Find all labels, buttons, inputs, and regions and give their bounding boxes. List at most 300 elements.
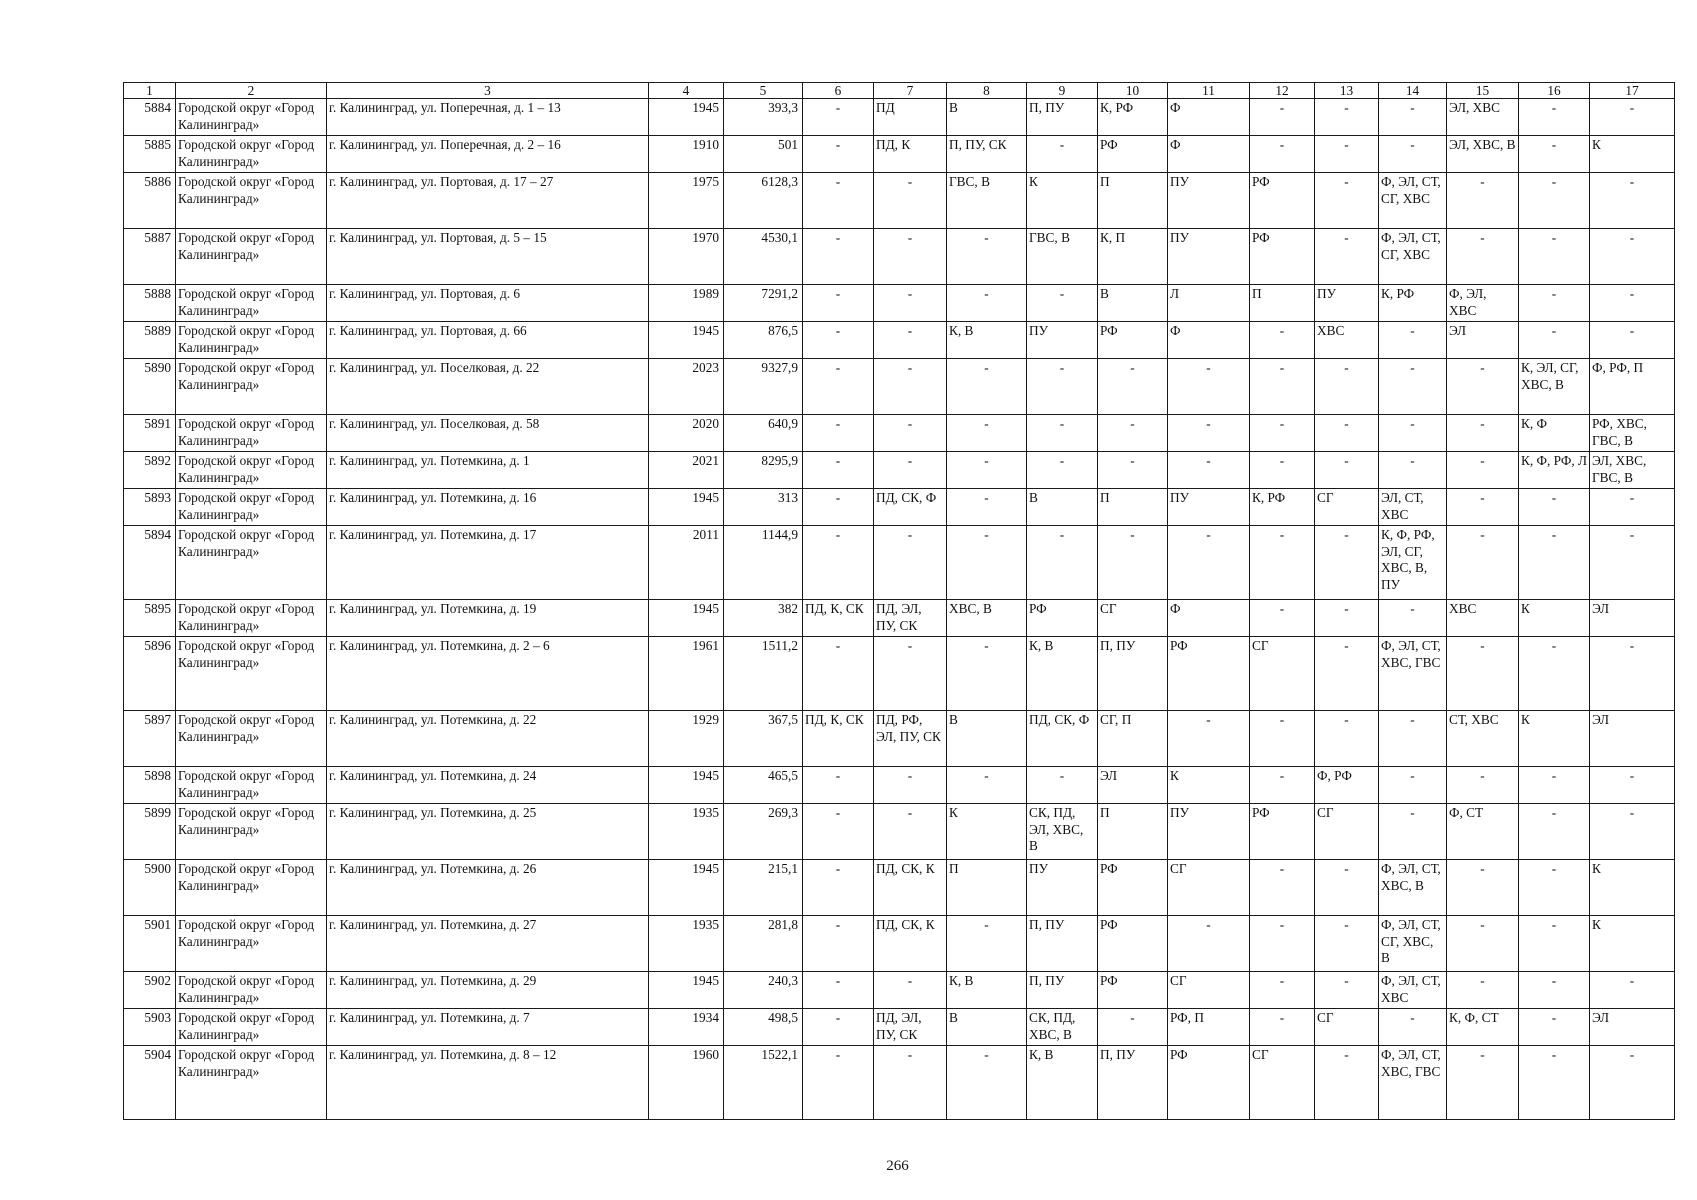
row-number-cell: 5891 (124, 415, 176, 452)
col-6-cell: - (803, 99, 874, 136)
col-7-cell: ПД, СК, Ф (874, 489, 947, 526)
col-9-cell: В (1027, 489, 1098, 526)
col-12-cell: - (1250, 1009, 1315, 1046)
col-7-cell: - (874, 229, 947, 285)
address-cell: г. Калининград, ул. Поселковая, д. 22 (327, 359, 649, 415)
column-header: 15 (1447, 83, 1519, 99)
col-9-cell: - (1027, 285, 1098, 322)
col-11-cell: РФ (1168, 1046, 1250, 1120)
area-cell: 640,9 (724, 415, 803, 452)
col-8-cell: П, ПУ, СК (947, 136, 1027, 173)
col-6-cell: - (803, 322, 874, 359)
col-6-cell: - (803, 229, 874, 285)
col-17-cell: К (1590, 916, 1675, 972)
col-7-cell: ПД, ЭЛ, ПУ, СК (874, 1009, 947, 1046)
col-13-cell: - (1315, 600, 1379, 637)
col-10-cell: СГ (1098, 600, 1168, 637)
col-13-cell: - (1315, 711, 1379, 767)
col-12-cell: К, РФ (1250, 489, 1315, 526)
year-built-cell: 2023 (649, 359, 724, 415)
col-13-cell: - (1315, 229, 1379, 285)
col-11-cell: - (1168, 526, 1250, 600)
municipality-cell: Городской округ «Город Калининград» (176, 489, 327, 526)
col-14-cell: - (1379, 359, 1447, 415)
row-number-cell: 5885 (124, 136, 176, 173)
col-16-cell: - (1519, 767, 1590, 804)
col-14-cell: - (1379, 600, 1447, 637)
col-13-cell: СГ (1315, 489, 1379, 526)
col-9-cell: К, В (1027, 637, 1098, 711)
area-cell: 1511,2 (724, 637, 803, 711)
col-10-cell: - (1098, 526, 1168, 600)
address-cell: г. Калининград, ул. Потемкина, д. 2 – 6 (327, 637, 649, 711)
col-12-cell: - (1250, 415, 1315, 452)
col-9-cell: П, ПУ (1027, 972, 1098, 1009)
area-cell: 876,5 (724, 322, 803, 359)
area-cell: 393,3 (724, 99, 803, 136)
col-12-cell: - (1250, 359, 1315, 415)
municipality-cell: Городской округ «Город Калининград» (176, 637, 327, 711)
col-9-cell: ПУ (1027, 322, 1098, 359)
area-cell: 4530,1 (724, 229, 803, 285)
col-10-cell: ЭЛ (1098, 767, 1168, 804)
col-14-cell: К, Ф, РФ, ЭЛ, СГ, ХВС, В, ПУ (1379, 526, 1447, 600)
municipality-cell: Городской округ «Город Калининград» (176, 526, 327, 600)
col-17-cell: - (1590, 637, 1675, 711)
municipality-cell: Городской округ «Город Калининград» (176, 600, 327, 637)
col-9-cell: СК, ПД, ХВС, В (1027, 1009, 1098, 1046)
col-8-cell: ГВС, В (947, 173, 1027, 229)
area-cell: 465,5 (724, 767, 803, 804)
col-7-cell: ПД, ЭЛ, ПУ, СК (874, 600, 947, 637)
col-7-cell: ПД, РФ, ЭЛ, ПУ, СК (874, 711, 947, 767)
table-row (124, 322, 1675, 359)
col-16-cell: - (1519, 285, 1590, 322)
col-12-cell: П (1250, 285, 1315, 322)
table-row (124, 1046, 1675, 1120)
col-8-cell: К, В (947, 322, 1027, 359)
area-cell: 240,3 (724, 972, 803, 1009)
col-11-cell: - (1168, 711, 1250, 767)
col-16-cell: К (1519, 600, 1590, 637)
col-12-cell: - (1250, 136, 1315, 173)
row-number-cell: 5888 (124, 285, 176, 322)
col-14-cell: Ф, ЭЛ, СТ, ХВС, ГВС (1379, 1046, 1447, 1120)
column-header: 8 (947, 83, 1027, 99)
col-6-cell: - (803, 359, 874, 415)
col-15-cell: - (1447, 489, 1519, 526)
table-row (124, 359, 1675, 415)
col-14-cell: - (1379, 1009, 1447, 1046)
housing-register-table (123, 82, 1675, 1120)
municipality-cell: Городской округ «Город Калининград» (176, 916, 327, 972)
col-12-cell: - (1250, 99, 1315, 136)
col-7-cell: - (874, 637, 947, 711)
col-6-cell: - (803, 415, 874, 452)
col-13-cell: - (1315, 452, 1379, 489)
col-15-cell: - (1447, 916, 1519, 972)
municipality-cell: Городской округ «Город Калининград» (176, 804, 327, 860)
column-header: 9 (1027, 83, 1098, 99)
year-built-cell: 1945 (649, 322, 724, 359)
col-12-cell: РФ (1250, 173, 1315, 229)
address-cell: г. Калининград, ул. Поселковая, д. 58 (327, 415, 649, 452)
col-7-cell: - (874, 804, 947, 860)
column-header: 10 (1098, 83, 1168, 99)
col-15-cell: - (1447, 229, 1519, 285)
municipality-cell: Городской округ «Город Калининград» (176, 173, 327, 229)
col-16-cell: - (1519, 804, 1590, 860)
col-11-cell: ПУ (1168, 173, 1250, 229)
col-10-cell: СГ, П (1098, 711, 1168, 767)
table-row (124, 860, 1675, 916)
row-number-cell: 5900 (124, 860, 176, 916)
col-15-cell: К, Ф, СТ (1447, 1009, 1519, 1046)
municipality-cell: Городской округ «Город Калининград» (176, 136, 327, 173)
column-header: 4 (649, 83, 724, 99)
table-row (124, 136, 1675, 173)
col-6-cell: - (803, 285, 874, 322)
col-6-cell: - (803, 173, 874, 229)
col-6-cell: - (803, 489, 874, 526)
area-cell: 9327,9 (724, 359, 803, 415)
col-10-cell: - (1098, 452, 1168, 489)
col-8-cell: П (947, 860, 1027, 916)
col-7-cell: - (874, 526, 947, 600)
area-cell: 313 (724, 489, 803, 526)
row-number-cell: 5901 (124, 916, 176, 972)
column-header: 1 (124, 83, 176, 99)
col-17-cell: РФ, ХВС, ГВС, В (1590, 415, 1675, 452)
col-10-cell: - (1098, 415, 1168, 452)
table-row (124, 415, 1675, 452)
area-cell: 269,3 (724, 804, 803, 860)
col-6-cell: - (803, 1009, 874, 1046)
col-13-cell: Ф, РФ (1315, 767, 1379, 804)
col-6-cell: - (803, 1046, 874, 1120)
col-12-cell: - (1250, 860, 1315, 916)
col-10-cell: К, П (1098, 229, 1168, 285)
municipality-cell: Городской округ «Город Калининград» (176, 711, 327, 767)
col-8-cell: К (947, 804, 1027, 860)
col-9-cell: РФ (1027, 600, 1098, 637)
col-6-cell: ПД, К, СК (803, 711, 874, 767)
col-9-cell: ПД, СК, Ф (1027, 711, 1098, 767)
col-9-cell: - (1027, 359, 1098, 415)
col-17-cell: ЭЛ (1590, 711, 1675, 767)
col-14-cell: - (1379, 99, 1447, 136)
col-7-cell: - (874, 1046, 947, 1120)
col-11-cell: - (1168, 415, 1250, 452)
column-header: 11 (1168, 83, 1250, 99)
col-7-cell: - (874, 359, 947, 415)
col-15-cell: - (1447, 173, 1519, 229)
col-12-cell: - (1250, 452, 1315, 489)
year-built-cell: 2021 (649, 452, 724, 489)
table-row (124, 600, 1675, 637)
col-10-cell: РФ (1098, 972, 1168, 1009)
row-number-cell: 5899 (124, 804, 176, 860)
col-14-cell: - (1379, 804, 1447, 860)
col-7-cell: ПД (874, 99, 947, 136)
year-built-cell: 1945 (649, 99, 724, 136)
col-6-cell: - (803, 916, 874, 972)
year-built-cell: 1945 (649, 600, 724, 637)
year-built-cell: 2020 (649, 415, 724, 452)
col-8-cell: - (947, 452, 1027, 489)
col-16-cell: - (1519, 1009, 1590, 1046)
col-9-cell: - (1027, 767, 1098, 804)
col-13-cell: - (1315, 415, 1379, 452)
col-6-cell: - (803, 767, 874, 804)
col-16-cell: - (1519, 322, 1590, 359)
col-17-cell: - (1590, 804, 1675, 860)
row-number-cell: 5892 (124, 452, 176, 489)
table-row (124, 285, 1675, 322)
col-13-cell: - (1315, 972, 1379, 1009)
col-9-cell: - (1027, 526, 1098, 600)
col-10-cell: - (1098, 359, 1168, 415)
page-number: 266 (886, 1158, 909, 1174)
address-cell: г. Калининград, ул. Поперечная, д. 2 – 16 (327, 136, 649, 173)
column-header: 12 (1250, 83, 1315, 99)
table-row (124, 767, 1675, 804)
municipality-cell: Городской округ «Город Калининград» (176, 415, 327, 452)
col-6-cell: - (803, 136, 874, 173)
col-15-cell: - (1447, 452, 1519, 489)
col-10-cell: В (1098, 285, 1168, 322)
col-11-cell: Ф (1168, 99, 1250, 136)
col-16-cell: К, Ф (1519, 415, 1590, 452)
address-cell: г. Калининград, ул. Потемкина, д. 7 (327, 1009, 649, 1046)
col-14-cell: Ф, ЭЛ, СТ, СГ, ХВС, В (1379, 916, 1447, 972)
col-16-cell: - (1519, 1046, 1590, 1120)
col-11-cell: Л (1168, 285, 1250, 322)
col-15-cell: - (1447, 767, 1519, 804)
table-row (124, 452, 1675, 489)
area-cell: 501 (724, 136, 803, 173)
row-number-cell: 5896 (124, 637, 176, 711)
col-8-cell: В (947, 99, 1027, 136)
year-built-cell: 1945 (649, 860, 724, 916)
col-8-cell: - (947, 285, 1027, 322)
col-10-cell: П (1098, 173, 1168, 229)
col-14-cell: - (1379, 322, 1447, 359)
col-13-cell: ПУ (1315, 285, 1379, 322)
year-built-cell: 2011 (649, 526, 724, 600)
area-cell: 8295,9 (724, 452, 803, 489)
col-13-cell: - (1315, 99, 1379, 136)
col-7-cell: ПД, К (874, 136, 947, 173)
municipality-cell: Городской округ «Город Калининград» (176, 1046, 327, 1120)
col-13-cell: СГ (1315, 804, 1379, 860)
col-17-cell: - (1590, 767, 1675, 804)
year-built-cell: 1945 (649, 489, 724, 526)
col-6-cell: - (803, 804, 874, 860)
col-9-cell: - (1027, 452, 1098, 489)
year-built-cell: 1960 (649, 1046, 724, 1120)
col-7-cell: - (874, 767, 947, 804)
col-13-cell: - (1315, 359, 1379, 415)
address-cell: г. Калининград, ул. Портовая, д. 6 (327, 285, 649, 322)
col-8-cell: - (947, 359, 1027, 415)
col-14-cell: - (1379, 415, 1447, 452)
year-built-cell: 1975 (649, 173, 724, 229)
col-8-cell: - (947, 415, 1027, 452)
col-15-cell: Ф, СТ (1447, 804, 1519, 860)
col-9-cell: - (1027, 136, 1098, 173)
table-row (124, 804, 1675, 860)
address-cell: г. Калининград, ул. Портовая, д. 5 – 15 (327, 229, 649, 285)
row-number-cell: 5904 (124, 1046, 176, 1120)
col-13-cell: - (1315, 637, 1379, 711)
col-10-cell: К, РФ (1098, 99, 1168, 136)
col-14-cell: - (1379, 136, 1447, 173)
col-11-cell: ПУ (1168, 804, 1250, 860)
col-14-cell: Ф, ЭЛ, СТ, ХВС (1379, 972, 1447, 1009)
col-7-cell: - (874, 322, 947, 359)
col-11-cell: Ф (1168, 136, 1250, 173)
column-header: 2 (176, 83, 327, 99)
col-12-cell: - (1250, 916, 1315, 972)
address-cell: г. Калининград, ул. Потемкина, д. 1 (327, 452, 649, 489)
area-cell: 215,1 (724, 860, 803, 916)
col-16-cell: К, Ф, РФ, Л (1519, 452, 1590, 489)
column-header: 3 (327, 83, 649, 99)
col-8-cell: - (947, 767, 1027, 804)
col-11-cell: ПУ (1168, 229, 1250, 285)
municipality-cell: Городской округ «Город Калининград» (176, 1009, 327, 1046)
col-8-cell: - (947, 916, 1027, 972)
municipality-cell: Городской округ «Город Калининград» (176, 99, 327, 136)
col-7-cell: ПД, СК, К (874, 860, 947, 916)
col-9-cell: - (1027, 415, 1098, 452)
col-11-cell: РФ (1168, 637, 1250, 711)
address-cell: г. Калининград, ул. Потемкина, д. 8 – 12 (327, 1046, 649, 1120)
col-14-cell: - (1379, 767, 1447, 804)
year-built-cell: 1970 (649, 229, 724, 285)
table-row (124, 1009, 1675, 1046)
col-10-cell: РФ (1098, 136, 1168, 173)
col-13-cell: - (1315, 173, 1379, 229)
col-16-cell: - (1519, 637, 1590, 711)
row-number-cell: 5884 (124, 99, 176, 136)
col-10-cell: П, ПУ (1098, 637, 1168, 711)
col-12-cell: - (1250, 526, 1315, 600)
col-16-cell: - (1519, 136, 1590, 173)
address-cell: г. Калининград, ул. Потемкина, д. 24 (327, 767, 649, 804)
col-7-cell: - (874, 415, 947, 452)
col-12-cell: СГ (1250, 637, 1315, 711)
col-9-cell: ГВС, В (1027, 229, 1098, 285)
table-row (124, 526, 1675, 600)
col-6-cell: - (803, 860, 874, 916)
area-cell: 382 (724, 600, 803, 637)
col-9-cell: П, ПУ (1027, 916, 1098, 972)
year-built-cell: 1929 (649, 711, 724, 767)
col-17-cell: - (1590, 229, 1675, 285)
col-16-cell: К, ЭЛ, СГ, ХВС, В (1519, 359, 1590, 415)
col-17-cell: Ф, РФ, П (1590, 359, 1675, 415)
area-cell: 1144,9 (724, 526, 803, 600)
address-cell: г. Калининград, ул. Потемкина, д. 29 (327, 972, 649, 1009)
column-header: 14 (1379, 83, 1447, 99)
col-13-cell: СГ (1315, 1009, 1379, 1046)
year-built-cell: 1945 (649, 972, 724, 1009)
col-8-cell: - (947, 526, 1027, 600)
row-number-cell: 5903 (124, 1009, 176, 1046)
col-11-cell: СГ (1168, 972, 1250, 1009)
municipality-cell: Городской округ «Город Калининград» (176, 452, 327, 489)
table-row (124, 229, 1675, 285)
col-7-cell: ПД, СК, К (874, 916, 947, 972)
area-cell: 281,8 (724, 916, 803, 972)
col-7-cell: - (874, 173, 947, 229)
col-8-cell: - (947, 229, 1027, 285)
col-12-cell: - (1250, 767, 1315, 804)
column-header: 6 (803, 83, 874, 99)
column-number-header-row (124, 83, 1675, 99)
col-9-cell: П, ПУ (1027, 99, 1098, 136)
row-number-cell: 5893 (124, 489, 176, 526)
col-7-cell: - (874, 285, 947, 322)
row-number-cell: 5897 (124, 711, 176, 767)
row-number-cell: 5902 (124, 972, 176, 1009)
col-10-cell: РФ (1098, 860, 1168, 916)
col-16-cell: - (1519, 972, 1590, 1009)
col-16-cell: - (1519, 526, 1590, 600)
year-built-cell: 1961 (649, 637, 724, 711)
row-number-cell: 5889 (124, 322, 176, 359)
col-6-cell: - (803, 637, 874, 711)
year-built-cell: 1989 (649, 285, 724, 322)
col-8-cell: - (947, 637, 1027, 711)
col-15-cell: ЭЛ (1447, 322, 1519, 359)
col-10-cell: - (1098, 1009, 1168, 1046)
area-cell: 7291,2 (724, 285, 803, 322)
col-15-cell: Ф, ЭЛ, ХВС (1447, 285, 1519, 322)
col-14-cell: К, РФ (1379, 285, 1447, 322)
row-number-cell: 5894 (124, 526, 176, 600)
address-cell: г. Калининград, ул. Потемкина, д. 25 (327, 804, 649, 860)
municipality-cell: Городской округ «Город Калининград» (176, 285, 327, 322)
col-14-cell: Ф, ЭЛ, СТ, СГ, ХВС (1379, 173, 1447, 229)
col-10-cell: П (1098, 489, 1168, 526)
year-built-cell: 1910 (649, 136, 724, 173)
col-8-cell: - (947, 489, 1027, 526)
table-row (124, 972, 1675, 1009)
col-17-cell: - (1590, 489, 1675, 526)
col-15-cell: - (1447, 637, 1519, 711)
year-built-cell: 1935 (649, 916, 724, 972)
col-12-cell: - (1250, 711, 1315, 767)
area-cell: 367,5 (724, 711, 803, 767)
col-15-cell: ХВС (1447, 600, 1519, 637)
col-16-cell: К (1519, 711, 1590, 767)
col-13-cell: - (1315, 1046, 1379, 1120)
col-6-cell: - (803, 526, 874, 600)
address-cell: г. Калининград, ул. Потемкина, д. 19 (327, 600, 649, 637)
area-cell: 498,5 (724, 1009, 803, 1046)
col-17-cell: ЭЛ (1590, 1009, 1675, 1046)
col-17-cell: - (1590, 322, 1675, 359)
table-body (124, 83, 1675, 1120)
col-9-cell: СК, ПД, ЭЛ, ХВС, В (1027, 804, 1098, 860)
col-9-cell: ПУ (1027, 860, 1098, 916)
col-6-cell: - (803, 452, 874, 489)
col-15-cell: - (1447, 415, 1519, 452)
col-14-cell: Ф, ЭЛ, СТ, СГ, ХВС (1379, 229, 1447, 285)
